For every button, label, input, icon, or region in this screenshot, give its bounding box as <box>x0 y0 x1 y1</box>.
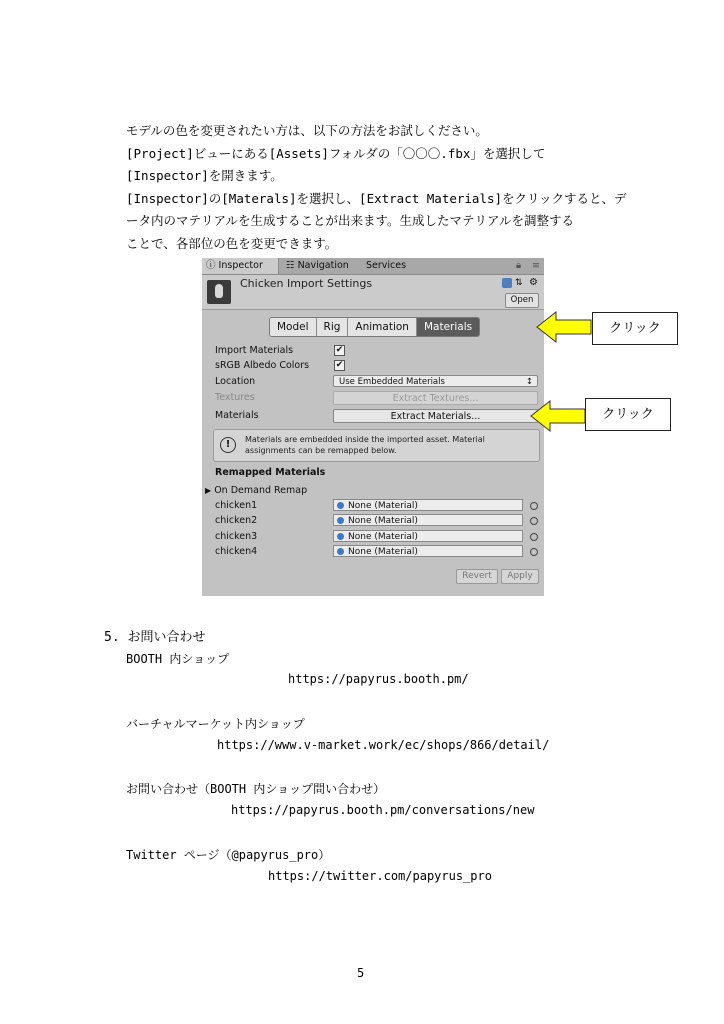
dropdown-arrows-icon: ↕ <box>525 377 533 387</box>
location-dropdown[interactable] <box>333 375 538 387</box>
import-tabs <box>269 317 480 337</box>
intro-line: モデルの色を変更されたい方は、以下の方法をお試しください。 <box>126 123 488 138</box>
help-box <box>213 429 540 462</box>
help-text <box>245 434 485 456</box>
intro-line: [Inspector]を開きます。 <box>126 168 283 184</box>
srgb-albedo-checkbox[interactable]: ✔ <box>335 360 344 370</box>
vmarket-label: バーチャルマーケット内ショップ <box>126 717 305 731</box>
tab-animation[interactable]: Animation <box>348 318 417 336</box>
inquiry-label: お問い合わせ（BOOTH 内ショップ問い合わせ） <box>126 782 386 796</box>
help-line: Materials are embedded inside the imported asset. Material <box>245 435 485 444</box>
tab-label: Inspector <box>218 260 263 271</box>
remap-name: chicken3 <box>215 531 258 542</box>
tab-navigation[interactable] <box>282 258 349 274</box>
intro-line: [Project]ビューにある[Assets]フォルダの「〇〇〇.fbx」を選択して <box>126 145 546 161</box>
remap-name: chicken1 <box>215 500 258 511</box>
material-field[interactable]: None (Material) <box>333 545 523 557</box>
material-field[interactable]: None (Material) <box>333 499 523 511</box>
tab-inspector[interactable] <box>202 258 279 274</box>
material-field[interactable]: None (Material) <box>333 530 523 542</box>
arrow-left-icon <box>536 311 592 343</box>
inspector-panel <box>202 258 544 596</box>
tab-services[interactable] <box>362 258 406 274</box>
twitter-label: Twitter ページ（@papyrus_pro） <box>126 848 331 862</box>
tab-materials[interactable]: Materials <box>417 318 479 336</box>
import-settings-title: Chicken Import Settings <box>240 277 373 290</box>
gear-icon[interactable]: ⚙ <box>529 277 538 288</box>
tab-rig[interactable]: Rig <box>317 318 349 336</box>
triangle-right-icon: ▶ <box>205 486 212 495</box>
import-materials-label: Import Materials <box>215 345 294 356</box>
booth-label: BOOTH 内ショップ <box>126 652 230 666</box>
object-picker-icon[interactable] <box>530 548 538 556</box>
model-thumbnail-icon <box>207 280 231 304</box>
on-demand-remap-label: On Demand Remap <box>214 485 308 496</box>
tab-label: Navigation <box>297 260 349 271</box>
object-picker-icon[interactable] <box>530 502 538 510</box>
arrow-left-icon <box>530 400 586 432</box>
remap-name: chicken2 <box>215 515 258 526</box>
section-heading: 5. お問い合わせ <box>104 630 206 645</box>
callout-click: クリック <box>592 312 678 345</box>
on-demand-remap-foldout[interactable] <box>205 485 307 496</box>
textures-label: Textures <box>215 392 255 403</box>
revert-button[interactable]: Revert <box>456 569 498 584</box>
intro-line: ことで、各部位の色を変更できます。 <box>126 235 338 251</box>
booth-link[interactable]: https://papyrus.booth.pm/ <box>288 672 469 686</box>
extract-materials-button[interactable]: Extract Materials... <box>333 409 538 423</box>
srgb-albedo-label: sRGB Albedo Colors <box>215 360 310 371</box>
tab-model[interactable]: Model <box>270 318 317 336</box>
tab-label: Services <box>366 260 407 271</box>
material-field[interactable]: None (Material) <box>333 514 523 526</box>
intro-line: ータ内のマテリアルを生成することが出来ます。生成したマテリアルを調整する <box>126 213 575 229</box>
object-picker-icon[interactable] <box>530 533 538 541</box>
object-picker-icon[interactable] <box>530 517 538 525</box>
remapped-materials-header: Remapped Materials <box>215 467 326 478</box>
lock-icon[interactable]: 🔒︎ <box>516 260 522 271</box>
location-value: Use Embedded Materials <box>339 377 445 387</box>
apply-button[interactable]: Apply <box>501 569 539 584</box>
remap-name: chicken4 <box>215 546 258 557</box>
help-book-icon[interactable] <box>502 278 512 288</box>
inquiry-link[interactable]: https://papyrus.booth.pm/conversations/new <box>231 803 535 817</box>
menu-icon[interactable]: ≡ <box>532 260 540 271</box>
inspector-tab-bar <box>202 258 544 275</box>
help-line: assignments can be remapped below. <box>245 446 397 455</box>
page-number: 5 <box>357 966 365 980</box>
info-icon: ⓘ <box>206 260 216 271</box>
callout-click: クリック <box>585 398 671 431</box>
warning-icon: ! <box>220 437 236 453</box>
intro-paragraph <box>126 120 627 256</box>
materials-label: Materials <box>215 410 259 421</box>
extract-textures-button[interactable]: Extract Textures... <box>333 391 538 405</box>
location-label: Location <box>215 376 256 387</box>
open-button[interactable]: Open <box>505 293 539 308</box>
vmarket-link[interactable]: https://www.v-market.work/ec/shops/866/detail/ <box>217 738 550 752</box>
intro-line: [Inspector]の[Materals]を選択し、[Extract Materials]をクリックすると、デ <box>126 190 627 206</box>
navigation-icon: ☷ <box>286 260 295 271</box>
twitter-link[interactable]: https://twitter.com/papyrus_pro <box>268 869 492 883</box>
inspector-header <box>202 275 544 310</box>
import-materials-checkbox[interactable]: ✔ <box>335 345 344 355</box>
preset-icon[interactable]: ⇅ <box>515 278 523 288</box>
